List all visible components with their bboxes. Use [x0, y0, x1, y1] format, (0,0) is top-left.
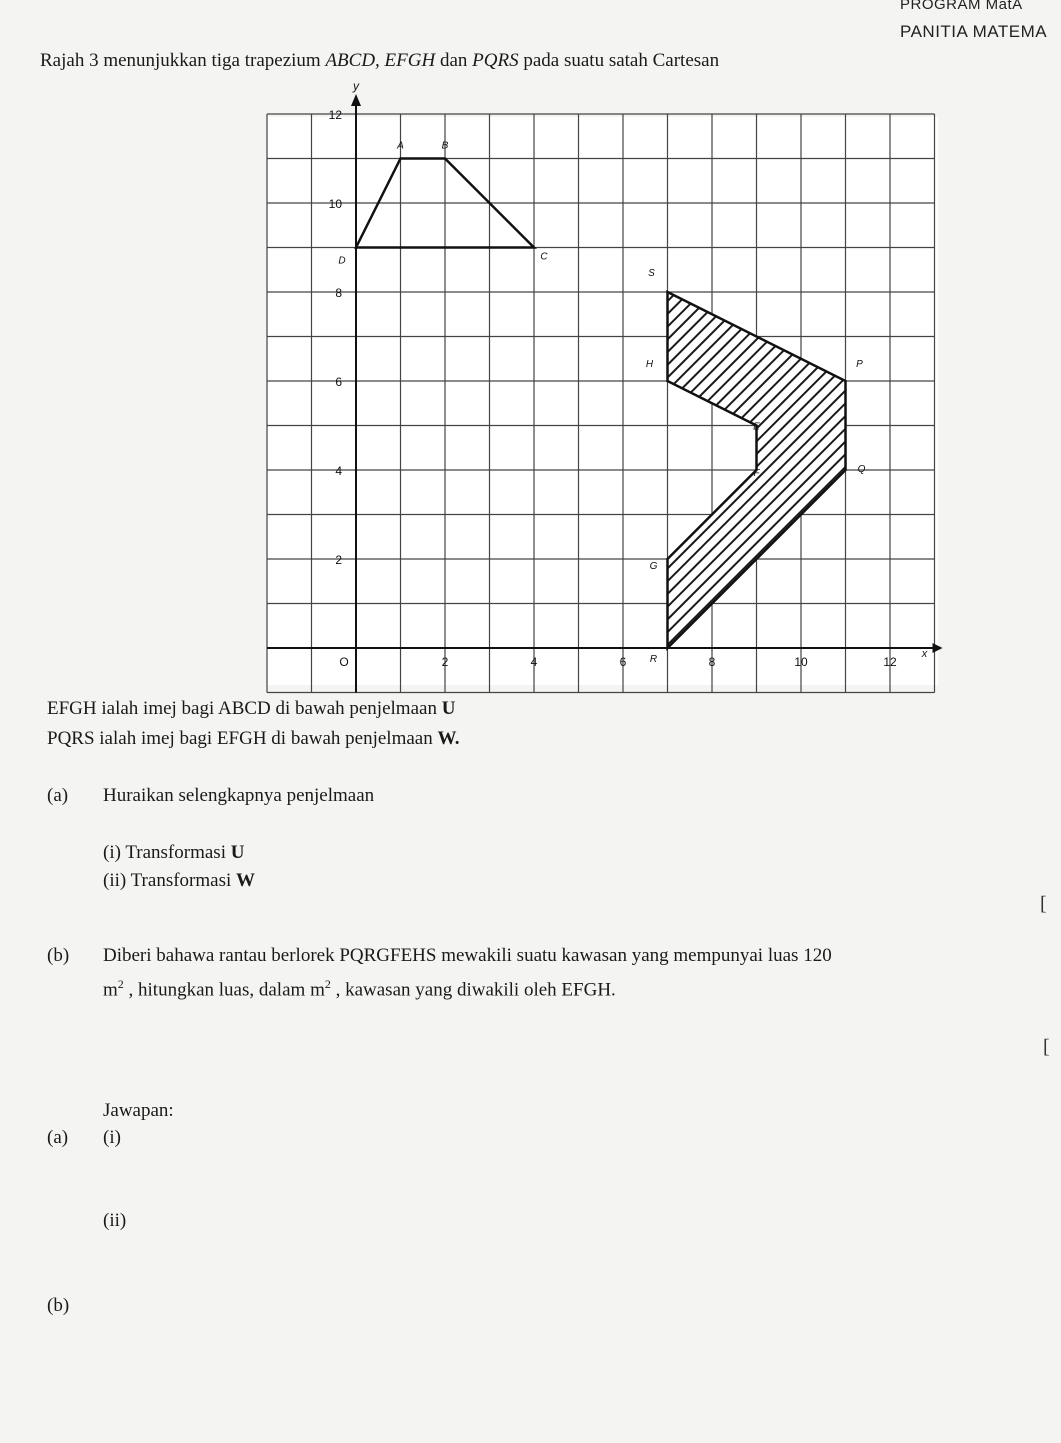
y-axis-label: y [353, 79, 359, 93]
question-a-i [103, 842, 244, 864]
point-label-F: F [753, 468, 760, 479]
x-tick-label-10: 10 [794, 655, 808, 669]
intro-prefix: Rajah 3 menunjukkan tiga trapezium [40, 50, 326, 71]
statement-w-text: PQRS ialah imej bagi EFGH di bawah penjelmaan [47, 728, 438, 749]
x-tick-label-12: 12 [883, 655, 897, 669]
x-axis-label: x [921, 648, 928, 660]
y-axis-arrow [351, 94, 361, 106]
y-tick-label-2: 2 [335, 553, 342, 567]
point-label-S: S [648, 268, 655, 279]
question-a-ii [103, 870, 255, 892]
statement-u [47, 698, 455, 720]
question-b-end: , kawasan yang diwakili oleh EFGH. [330, 979, 616, 1001]
statement-u-key: U [441, 698, 456, 719]
point-label-E: E [753, 421, 760, 433]
program-header: PROGRAM MatA [900, 0, 1023, 13]
marks-bracket-a: [ [1040, 893, 1047, 915]
question-b-line1: Diberi bahawa rantau berlorek PQRGFEHS mewakili suatu kawasan yang mempunyai luas 120 [103, 945, 832, 966]
statement-w-key: W. [437, 728, 460, 749]
statement-u-text: EFGH ialah imej bagi ABCD di bawah penjelmaan [47, 698, 442, 719]
marks-bracket-b: [ [1043, 1036, 1050, 1058]
cartesian-graph [0, 0, 1061, 700]
intro-mid: dan [435, 50, 473, 71]
question-b-label: (b) [47, 945, 70, 966]
x-tick-label-4: 4 [530, 655, 538, 669]
answer-a-label: (a) [47, 1127, 69, 1148]
question-a-label: (a) [47, 785, 69, 806]
question-a-i-text: (i) Transformasi [103, 842, 231, 863]
point-label-D: D [338, 255, 346, 267]
point-label-G: G [649, 561, 658, 572]
x-tick-label-8: 8 [708, 655, 716, 669]
point-label-B: B [441, 140, 449, 152]
intro-shapes: ABCD, EFGH [325, 50, 436, 71]
y-tick-label-10: 10 [328, 197, 342, 211]
point-label-H: H [645, 359, 654, 370]
x-tick-label-O: O [339, 655, 349, 669]
question-b-mid: , hitungkan luas, dalam [123, 979, 311, 1001]
answer-a-ii-label: (ii) [103, 1210, 127, 1231]
x-tick-label-6: 6 [619, 655, 627, 669]
answer-a-i-label: (i) [103, 1127, 121, 1148]
question-a-ii-key: W [236, 870, 255, 891]
y-tick-label-8: 8 [335, 286, 342, 300]
unit-m: m [103, 979, 118, 1001]
point-label-A: A [397, 140, 404, 152]
point-label-Q: Q [857, 464, 866, 475]
panitia-header: PANITIA MATEMA [900, 22, 1048, 41]
answer-b-label: (b) [47, 1295, 70, 1316]
unit-exponent: 2 [117, 977, 124, 991]
statement-w [47, 728, 460, 750]
intro-suffix: pada suatu satah Cartesan [518, 50, 720, 71]
unit-m-2: m [310, 979, 325, 1001]
question-a-ii-text: (ii) Transformasi [103, 870, 236, 891]
point-label-C: C [540, 251, 548, 263]
point-label-P: P [856, 359, 863, 370]
question-b-line2 [103, 977, 616, 1001]
y-tick-label-6: 6 [335, 375, 342, 389]
intro-last: PQRS [472, 50, 519, 71]
question-a-text: Huraikan selengkapnya penjelmaan [103, 785, 375, 806]
unit-exponent-2: 2 [324, 977, 331, 991]
question-a-i-key: U [230, 842, 245, 863]
point-label-R: R [649, 654, 658, 665]
y-tick-label-12: 12 [328, 108, 342, 122]
y-tick-label-4: 4 [335, 464, 342, 478]
answer-title: Jawapan: [103, 1100, 174, 1121]
x-tick-label-2: 2 [441, 655, 449, 669]
